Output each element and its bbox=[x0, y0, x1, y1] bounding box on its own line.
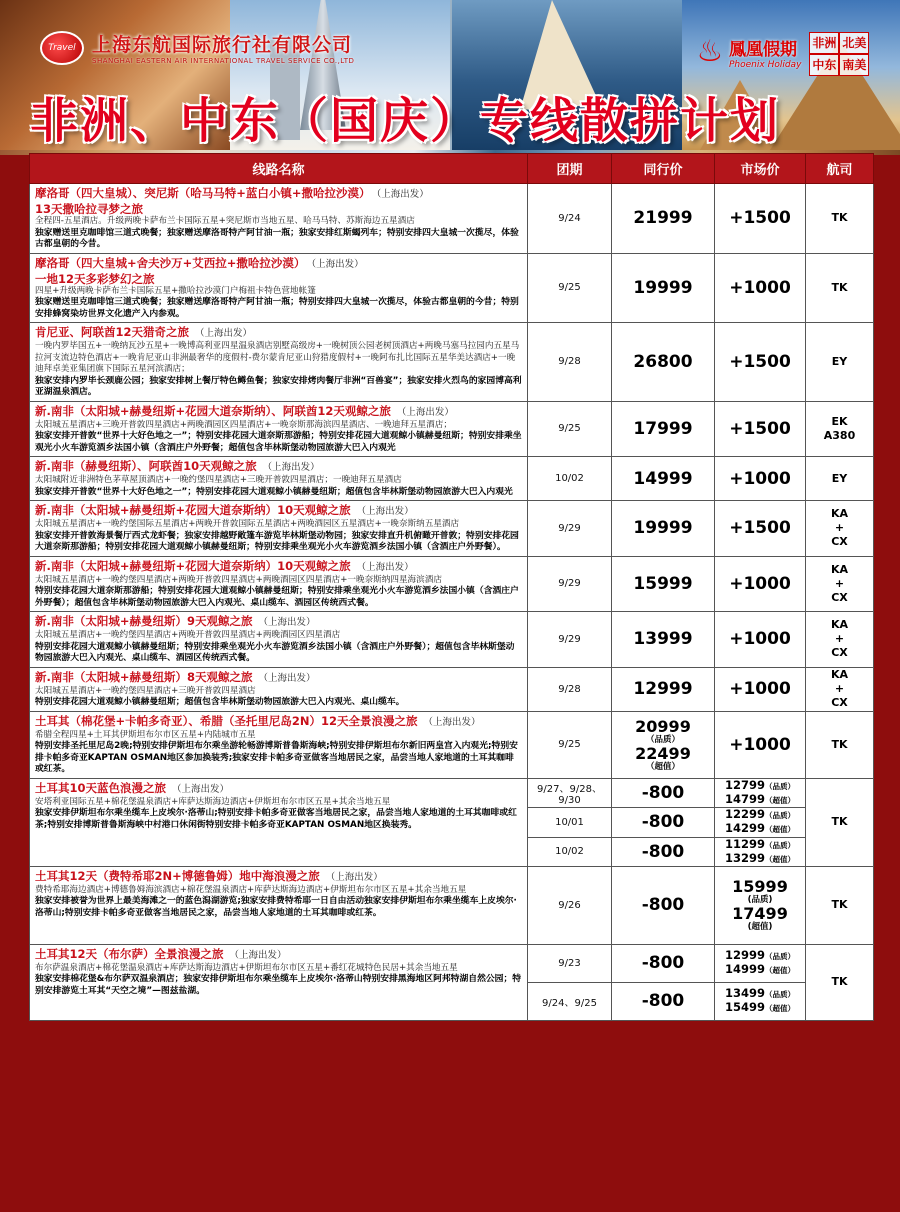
route-hotels: 一晚内罗毕国五+一晚纳瓦沙五星+一晚博高利亚四星温泉酒店别墅高级房+一晚树顶公园老树顶酒店+两晚马塞马拉园内五星马拉河支流边特色酒店+一晚肯尼亚山非洲最奢华的度假村-费尔蒙肯尼亚山狩猎度假村+一晚阿布扎比国际五星华美达酒店+一晚迪拜卓美亚集团旗下国际五星河滨酒店； bbox=[35, 341, 520, 374]
route-subtitle: 一地12天多彩梦幻之旅 bbox=[35, 271, 155, 286]
airline-code: CX bbox=[831, 590, 848, 604]
trade-price: 15999 bbox=[612, 556, 715, 612]
trade-price: 19999 bbox=[612, 253, 715, 323]
airline-code: KA bbox=[830, 618, 849, 632]
route-title: 土耳其12天（费特希耶2N+博德鲁姆）地中海浪漫之旅 （上海出发） bbox=[35, 868, 383, 883]
route-hotels: 四星+升级两晚卡萨布兰卡国际五星+撒哈拉沙漠门户梅祖卡特色营地帐篷 bbox=[35, 285, 316, 296]
route-cell bbox=[30, 457, 528, 501]
route-title: 土耳其12天（布尔萨）全景浪漫之旅 （上海出发） bbox=[35, 946, 287, 961]
table-body bbox=[30, 184, 874, 779]
departure-date: 9/28 bbox=[528, 667, 612, 711]
airline-code: EY bbox=[831, 471, 848, 485]
header-banner bbox=[0, 0, 900, 155]
route-cell bbox=[30, 667, 528, 711]
table-row bbox=[30, 501, 874, 557]
route-subtitle: 13天撒哈拉寻梦之旅 bbox=[35, 202, 144, 216]
trade-price: 12999 bbox=[612, 667, 715, 711]
airline bbox=[806, 253, 874, 323]
departure-date: 9/25 bbox=[528, 253, 612, 323]
airline-code: + bbox=[834, 682, 845, 695]
trade-price: -800 bbox=[612, 778, 715, 807]
route-cell bbox=[30, 501, 528, 557]
route-title: 摩洛哥（四大皇城+舍夫沙万+艾西拉+撒哈拉沙漠） （上海出发） bbox=[35, 255, 364, 270]
airline-code: KA bbox=[830, 507, 849, 521]
market-price: 12999（品质） 14999（超值） bbox=[715, 944, 806, 982]
route-features: 独家赠送里克咖啡馆三道式晚餐；独家赠送摩洛哥特产阿甘油一瓶；特别安排四大皇城一次揽尽，体验古都皇朝的今昔；特别安排蜂窝染坊世界文化遗产入内参观。 bbox=[35, 297, 519, 319]
phoenix-icon: ♨ bbox=[696, 34, 724, 69]
market-price: 12299（品质） 14299（超值） bbox=[715, 807, 806, 837]
route-title: 新.南非（太阳城+赫曼纽斯）8天观鲸之旅 （上海出发） bbox=[35, 669, 316, 684]
market-price: +1500 bbox=[715, 401, 806, 457]
route-hotels: 太阳城五星酒店+一晚约堡国际五星酒店+两晚开普敦国际五星酒店+两晚酒园区五星酒店+一晚奈斯纳五星酒店 bbox=[35, 519, 460, 529]
route-hotels: 希腊全程四星+土耳其伊斯坦布尔市区五星+内陆城市五星 bbox=[35, 729, 256, 740]
market-price: +1000 bbox=[715, 711, 806, 778]
airline-logo-icon: Travel bbox=[40, 31, 84, 65]
route-features: 独家安排开普敦“世界十大好色地之一”；特别安排花园大道奈斯那游船；特别安排花园大道观鲸小镇赫曼纽斯；特别安排乘坐观光小火车游览酒乡法国小镇（含酒庄户外野餐；超值包含毕林斯堡动物园旅游大巴入内观光 bbox=[35, 431, 522, 453]
departure-date: 9/25 bbox=[528, 401, 612, 457]
route-features: 特别安排花园大道观鲸小镇赫曼纽斯；超值包含毕林斯堡动物园旅游大巴入内观光、桌山缆车。 bbox=[35, 697, 405, 707]
airline-code: KA bbox=[830, 562, 849, 576]
market-price: 11299（品质） 13299（超值） bbox=[715, 837, 806, 866]
table-row bbox=[30, 667, 874, 711]
route-hotels: 布尔萨温泉酒店+棉花堡温泉酒店+库萨达斯海边酒店+伊斯坦布尔市区五星+番红花城特色民居+其余当地五星 bbox=[35, 962, 458, 973]
route-cell bbox=[30, 253, 528, 323]
market-price: 12799（品质） 14799（超值） bbox=[715, 778, 806, 807]
departure-date: 9/24 bbox=[528, 184, 612, 254]
route-features: 独家赠送里克咖啡馆三道式晚餐；独家赠送摩洛哥特产阿甘油一瓶；独家安排红斯蝎列车；特别安排四大皇城一次揽尽，体验古都皇朝的今昔。 bbox=[35, 227, 519, 249]
trade-price: 14999 bbox=[612, 457, 715, 501]
trade-price: -800 bbox=[612, 944, 715, 982]
route-cell bbox=[30, 401, 528, 457]
col-header-trade-price: 同行价 bbox=[612, 154, 715, 184]
route-cell bbox=[30, 866, 528, 944]
market-price: +1500 bbox=[715, 323, 806, 402]
company-name-en: SHANGHAI EASTERN AIR INTERNATIONAL TRAVEL SERVICE CO.,LTD bbox=[92, 57, 355, 65]
route-hotels: 太阳城五星酒店+一晚约堡四星酒店+两晚开普敦四星酒店+两晚酒园区四星酒店+一晚奈斯纳四星海滨酒店 bbox=[35, 574, 442, 585]
market-price: +1000 bbox=[715, 667, 806, 711]
region-stamp bbox=[809, 32, 869, 72]
table-row bbox=[30, 944, 874, 982]
route-features: 独家安排开普敦“世界十大好色地之一”；特别安排花园大道观鲸小镇赫曼纽斯；超值包含毕林斯堡动物园旅游大巴入内观光 bbox=[35, 486, 513, 497]
table-row bbox=[30, 612, 874, 668]
market-price: +1000 bbox=[715, 556, 806, 612]
airline bbox=[806, 323, 874, 402]
stamp-text: 中东 bbox=[809, 54, 839, 76]
route-hotels: 费特希耶海边酒店+博德鲁姆海滨酒店+棉花堡温泉酒店+库萨达斯海边酒店+伊斯坦布尔市区五星+其余当地五星 bbox=[35, 884, 467, 895]
trade-price: 13999 bbox=[612, 612, 715, 668]
trade-price: 21999 bbox=[612, 184, 715, 254]
route-cell bbox=[30, 711, 528, 778]
route-title: 新.南非（太阳城+赫曼纽斯+花园大道奈斯纳）10天观鲸之旅 （上海出发） bbox=[35, 558, 414, 573]
trade-price: -800 bbox=[612, 982, 715, 1020]
departure-date: 9/29 bbox=[528, 612, 612, 668]
route-title: 摩洛哥（四大皇城）、突尼斯（哈马马特+蓝白小镇+撒哈拉沙漠） （上海出发） bbox=[35, 186, 429, 200]
partner-name-en: Phoenix Holiday bbox=[729, 59, 802, 70]
airline-code: + bbox=[834, 632, 845, 646]
market-price: +1000 bbox=[715, 612, 806, 668]
departure-date: 9/26 bbox=[528, 866, 612, 944]
route-cell bbox=[30, 184, 528, 254]
market-price: +1500 bbox=[715, 501, 806, 557]
departure-date: 9/25 bbox=[528, 711, 612, 778]
route-features: 独家安排被誉为世界上最美海滩之一的蓝色潟湖游览;独家安排费特希耶一日自由活动独家安排伊斯坦布尔乘坐缆车上皮埃尔·洛蒂山;特别安排卡帕多奇亚做客当地居民之家，品尝当地人家地道的土耳其咖啡或红茶。 bbox=[35, 896, 517, 918]
company-name-cn: 上海东航国际旅行社有限公司 bbox=[92, 34, 353, 56]
departure-date: 10/02 bbox=[528, 457, 612, 501]
table-row bbox=[30, 323, 874, 402]
airline-code: TK bbox=[831, 280, 848, 294]
market-price: +1500 bbox=[715, 184, 806, 254]
market-price: +1000 bbox=[715, 253, 806, 323]
airline-code: CX bbox=[831, 646, 848, 660]
route-features: 特别安排圣托里尼岛2晚;特别安排伊斯坦布尔乘坐游轮畅游博斯普鲁斯海峡;特别安排伊斯坦布尔新旧两皇宫入内观光;特别安排卡帕多奇亚KAPTAN OSMAN地区参加换装秀;独家安排卡帕多奇亚做客当地居民之家，品尝当地人家地道的土耳其咖啡或红茶。 bbox=[35, 741, 518, 774]
departure-date: 9/28 bbox=[528, 323, 612, 402]
trade-price: -800 bbox=[612, 807, 715, 837]
route-features: 特别安排花园大道观鲸小镇赫曼纽斯；特别安排乘坐观光小火车游览酒乡法国小镇（含酒庄户外野餐）；超值包含毕林斯堡动物园旅游大巴入内观光、桌山缆车、酒园区传统西式餐。 bbox=[35, 641, 515, 663]
table-row bbox=[30, 184, 874, 254]
route-title: 土耳其10天蓝色浪漫之旅 （上海出发） bbox=[35, 780, 230, 795]
partner-logo bbox=[695, 32, 869, 72]
airline-code: TK bbox=[831, 211, 848, 225]
departure-date: 9/23 bbox=[528, 944, 612, 982]
departure-date: 10/02 bbox=[528, 837, 612, 866]
stamp-text: 南美 bbox=[839, 54, 869, 76]
airline-code: CX bbox=[831, 535, 848, 549]
table-header-row bbox=[30, 154, 874, 184]
table-body-turkey bbox=[30, 778, 874, 1020]
route-hotels: 太阳城五星酒店+三晚开普敦四星酒店+两晚酒园区四星酒店+一晚奈斯那海滨四星酒店、一晚迪拜五星酒店； bbox=[35, 419, 452, 430]
departure-date: 9/29 bbox=[528, 501, 612, 557]
airline bbox=[806, 501, 874, 557]
itinerary-table bbox=[29, 153, 874, 1021]
stamp-text: 北美 bbox=[839, 32, 869, 54]
airline-code: EK bbox=[831, 414, 848, 428]
route-features: 特别安排花园大道奈斯那游船；特别安排花园大道观鲸小镇赫曼纽斯；特别安排乘坐观光小火车游览酒乡法国小镇（含酒庄户外野餐）；超值包含毕林斯堡动物园旅游大巴入内观光、桌山缆车、酒园区传统西式餐。 bbox=[35, 586, 519, 608]
stamp-text: 非洲 bbox=[809, 32, 839, 54]
airline bbox=[806, 711, 874, 778]
departure-date: 9/27、9/28、9/30 bbox=[528, 778, 612, 807]
route-features: 独家安排伊斯坦布尔乘坐缆车上皮埃尔·洛蒂山;特别安排卡帕多奇亚做客当地居民之家，品尝当地人家地道的土耳其咖啡或红茶;特别安排博斯普鲁斯海峡中村港口休闲街特别安排卡帕多奇亚KAPTAN OSMAN地区换装秀。 bbox=[35, 808, 517, 830]
route-features: 独家安排内罗毕长颈鹿公园；独家安排树上餐厅特色鳟鱼餐；独家安排烤肉餐厅非洲“百兽宴”；独家安排火烈鸟的家园博高利亚湖温泉酒店。 bbox=[35, 375, 522, 397]
market-price: 15999 (品质) 17499 (超值) bbox=[715, 866, 806, 944]
departure-date: 9/29 bbox=[528, 556, 612, 612]
table-row bbox=[30, 457, 874, 501]
route-hotels: 太阳城五星酒店+一晚约堡四星酒店+三晚开普敦四星酒店 bbox=[35, 685, 256, 696]
airline: TK bbox=[806, 866, 874, 944]
table-row bbox=[30, 711, 874, 778]
departure-date: 10/01 bbox=[528, 807, 612, 837]
route-cell bbox=[30, 612, 528, 668]
route-title: 新.南非（赫曼纽斯）、阿联酋10天观鲸之旅 （上海出发） bbox=[35, 459, 320, 473]
route-cell bbox=[30, 944, 528, 1020]
airline-code: + bbox=[834, 521, 845, 535]
route-cell bbox=[30, 556, 528, 612]
table-row bbox=[30, 401, 874, 457]
route-title: 新.南非（太阳城+赫曼纽斯+花园大道奈斯纳）、阿联酋12天观鲸之旅 （上海出发） bbox=[35, 403, 454, 418]
trade-price: 20999 （品质） 22499 （超值） bbox=[612, 711, 715, 778]
route-hotels: 太阳城附近非洲特色茅草屋顶酒店+一晚约堡四星酒店+三晚开普敦四星酒店；一晚迪拜五星酒店 bbox=[35, 475, 402, 485]
table-row bbox=[30, 253, 874, 323]
route-hotels: 太阳城五星酒店+一晚约堡四星酒店+两晚开普敦四星酒店+两晚酒园区四星酒店 bbox=[35, 630, 341, 640]
trade-price: -800 bbox=[612, 837, 715, 866]
table-row bbox=[30, 556, 874, 612]
company-logo bbox=[40, 30, 354, 65]
trade-price: 19999 bbox=[612, 501, 715, 557]
route-hotels: 安塔利亚国际五星+棉花堡温泉酒店+库萨达斯海边酒店+伊斯坦布尔市区五星+其余当地五星 bbox=[35, 796, 391, 807]
departure-date: 9/24、9/25 bbox=[528, 982, 612, 1020]
airline-code: EY bbox=[831, 354, 848, 368]
route-title: 肯尼亚、阿联酋12天猎奇之旅 （上海出发） bbox=[35, 325, 253, 339]
airline-code: + bbox=[834, 576, 845, 590]
col-header-airline: 航司 bbox=[806, 154, 874, 184]
trade-price: -800 bbox=[612, 866, 715, 944]
route-title: 土耳其（棉花堡+卡帕多奇亚）、希腊（圣托里尼岛2N）12天全景浪漫之旅 （上海出发） bbox=[35, 713, 481, 728]
route-hotels: 全程四-五星酒店。升级两晚卡萨布兰卡国际五星+突尼斯市当地五星、哈马马特、苏斯海边五星酒店 bbox=[35, 216, 415, 226]
market-price: 13499（品质） 15499（超值） bbox=[715, 982, 806, 1020]
partner-name-cn: 鳳凰假期 bbox=[729, 39, 797, 60]
page-title: 非洲、中东（国庆）专线散拼计划 bbox=[30, 93, 781, 149]
market-price: +1000 bbox=[715, 457, 806, 501]
col-header-route: 线路名称 bbox=[30, 154, 528, 184]
airline: TK bbox=[806, 778, 874, 866]
airline: TK bbox=[806, 944, 874, 1020]
table-row bbox=[30, 778, 874, 807]
route-cell bbox=[30, 323, 528, 402]
trade-price: 17999 bbox=[612, 401, 715, 457]
airline-code: TK bbox=[831, 737, 848, 751]
route-features: 独家安排棉花堡&布尔萨双温泉酒店；独家安排伊斯坦布尔乘坐缆车上皮埃尔·洛蒂山特别安排黑海地区阿邦特湖自然公园；特别安排游览土耳其“天空之境”—图兹盐湖。 bbox=[35, 974, 522, 996]
route-title: 新.南非（太阳城+赫曼纽斯）9天观鲸之旅 （上海出发） bbox=[35, 614, 316, 628]
airline bbox=[806, 401, 874, 457]
airline-code: CX bbox=[831, 696, 848, 709]
airline-code: KA bbox=[830, 668, 849, 681]
airline bbox=[806, 667, 874, 711]
route-cell bbox=[30, 778, 528, 866]
route-features: 独家安排开普敦海景餐厅西式龙虾餐；独家安排越野敞篷车游览毕林斯堡动物园；独家安排直升机俯瞰开普敦；特别安排花园大道奈斯那游船；特别安排花园大道观鲸小镇赫曼纽斯；特别安排乘坐观光小火车游览酒乡法国小镇（含酒庄户外野餐）。 bbox=[35, 530, 519, 552]
airline bbox=[806, 184, 874, 254]
col-header-date: 团期 bbox=[528, 154, 612, 184]
airline bbox=[806, 612, 874, 668]
col-header-market-price: 市场价 bbox=[715, 154, 806, 184]
airline-code: A380 bbox=[823, 428, 856, 442]
table-row bbox=[30, 866, 874, 944]
airline bbox=[806, 457, 874, 501]
trade-price: 26800 bbox=[612, 323, 715, 402]
airline bbox=[806, 556, 874, 612]
route-title: 新.南非（太阳城+赫曼纽斯+花园大道奈斯纳）10天观鲸之旅 （上海出发） bbox=[35, 503, 414, 517]
